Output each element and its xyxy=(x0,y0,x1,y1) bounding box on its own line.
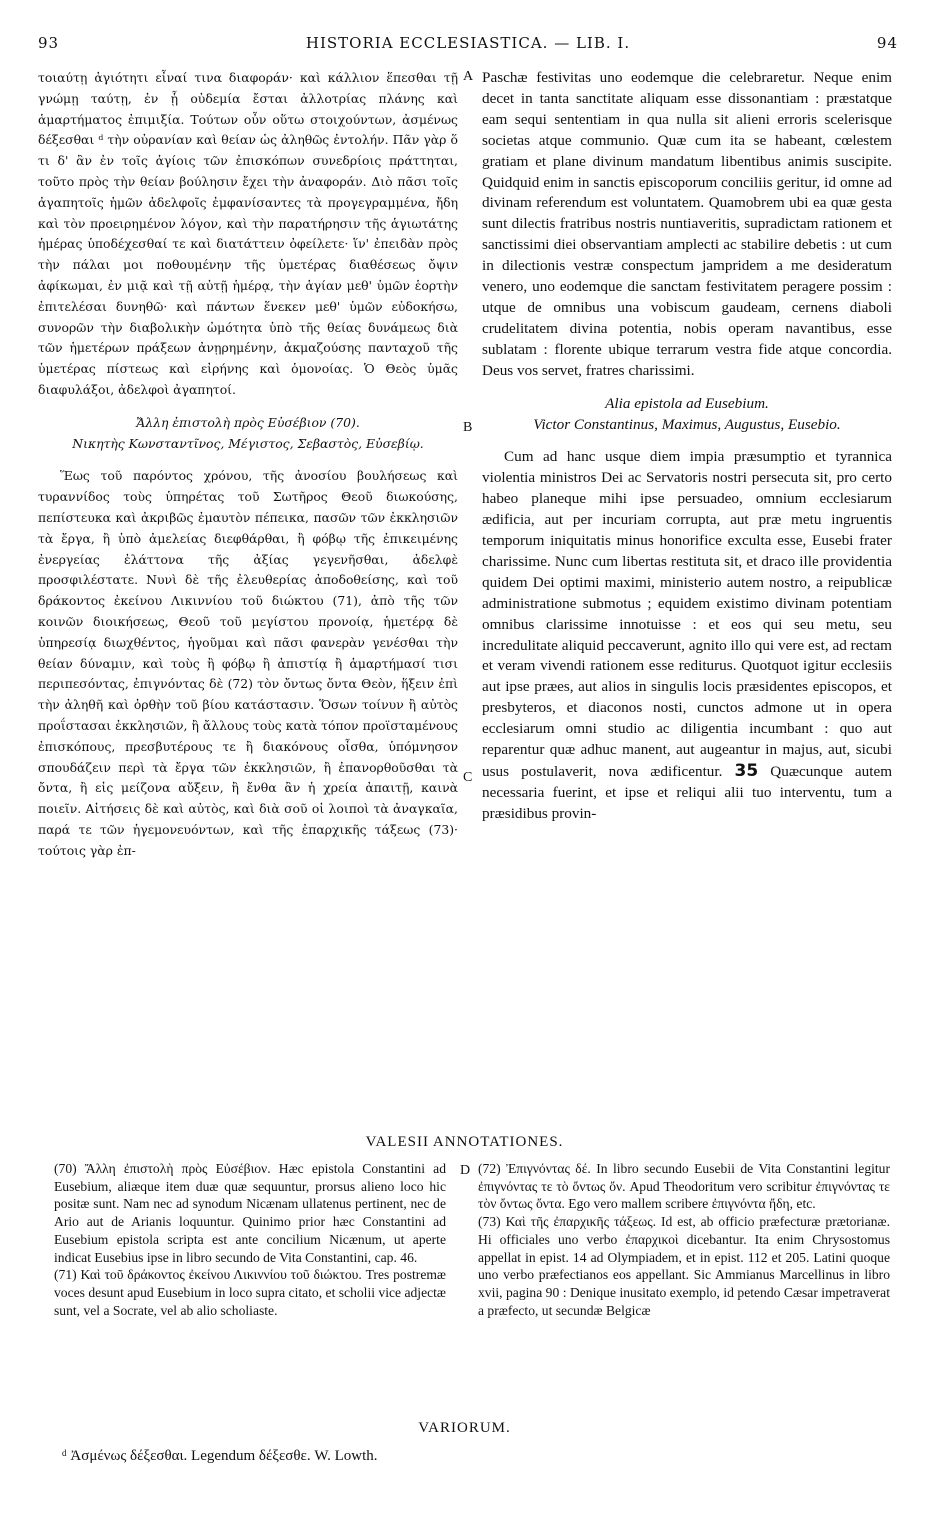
latin-heading-address: Victor Constantinus, Maximus, Augustus, Eusebio. xyxy=(533,415,841,433)
annotation-70: (70) Ἄλλη ἐπιστολὴ πρὸς Εὐσέβιον. Hæc epistola Constantini ad Eusebium, aliæque item duæ quæ sequuntur, prorsus alieno loco hic positæ sunt. Nam nec ad synodum Nicænam ullatenus pertinent, nec de Ario aut de Arianis loquuntur. Quinimo prior hæc Constantini ad Eusebium epistola scripta est ante concilium Nicænum, ut aperte indicat Eusebius ipse in libro secundo de Vita Constantini, cap. 46. xyxy=(54,1161,446,1265)
page-number-right: 94 xyxy=(876,34,898,52)
margin-letter-c: C xyxy=(463,770,473,785)
annotations-left-column xyxy=(54,1160,446,1319)
annotation-73: (73) Καὶ τῆς ἐπαρχικῆς τάξεως. Id est, ab officio præfecturæ prætorianæ. Hi officiales uno verbo ἐπαρχικοὶ dicebantur. Ita enim Chrysostomus appellat in epist. 14 ad Olympiadem, et in epist. 112 et 205. Latini quoque uno verbo præfectianos eos appellant. Sic Ammianus Marcellinus in libro xvii, pagina 90 : Denique inusitato exemplo, id petendo Cæsar impetraverat a præfecto, ut secundæ Belgicæ xyxy=(478,1214,890,1318)
variorum-note: ᵈ Ἀσμένως δέξεσθαι. Legendum δέξεσθε. W. Lowth. xyxy=(62,1448,378,1464)
greek-column xyxy=(38,68,458,861)
page-number-left: 93 xyxy=(38,34,60,52)
annotation-72: (72) Ἐπιγνόντας δέ. In libro secundo Eusebii de Vita Constantini legitur ἐπιγνόντας τε τὸ ὄντως ὄν. Apud Theodoritum vero scribitur ἐπιγνόντας τε τὸν ὄντως ὄντα. Ego vero mallem scribere ἐπιγνόντα ἤδη, etc. xyxy=(478,1161,890,1212)
column-page-marker: 35 xyxy=(734,761,759,781)
latin-paragraph-1: Paschæ festivitas uno eodemque die celebraretur. Neque enim decet in tanta sanctitate aliquam esse dissonantiam : præstatque eam sequi sententiam in qua nulla sit alieni erroris scelerisque societas atque communio. Quæ cum ita se habeant, cœlestem gratiam et plane divinum mandatum libentibus animis suscipite. Quidquid enim in sanctis episcoporum conciliis geritur, id omne ad divinam referendum est voluntatem. Quamobrem ubi ea quæ gesta sunt dilectis fratribus nostris nuntiaveritis, supradictam rationem et sanctissimi diei observantiam amplecti ac stabilire debetis : ut cum in dilectionis vestræ conspectum jampridem a me desideratum venero, uno eodemque die sanctam festivitatem peragere possim : utque de omnibus una vobiscum gaudeam, cernens diaboli crudelitatem divina potentia, nobis operam navantibus, esse sublatam : florente ubique terrarum vestra fide atque concordia. Deus vos servet, fratres charissimi. xyxy=(482,69,892,379)
margin-letter-a: A xyxy=(463,69,474,84)
annotation-71: (71) Καὶ τοῦ δράκοντος ἐκείνου Λικιννίου τοῦ διώκτου. Tres postremæ voces desunt apud Eusebium in loco supra citato, et scholii vice adjectæ sunt, vel a Socrate, vel ab alio scholiaste. xyxy=(54,1267,446,1318)
variorum-title: VARIORUM. xyxy=(418,1420,511,1436)
latin-heading-epistle: Alia epistola ad Eusebium. xyxy=(605,394,769,412)
margin-letter-b: B xyxy=(463,420,473,435)
margin-letter-d: D xyxy=(460,1163,471,1178)
greek-paragraph-2: Ἕως τοῦ παρόντος χρόνου, τῆς ἀνοσίου βουλήσεως καὶ τυραννίδος τοὺς ὑπηρέτας τοῦ Σωτῆρος Θεοῦ διωκούσης, πεπίστευκα καὶ ἀκριβῶς ἐμαυτὸν πέπεικα, πασῶν τῶν ἐκκλησιῶν τὰ ἔργα, ἢ ὑπὸ ἀμελείας διεφθάρθαι, ἢ φόβῳ τῆς ἐπικειμένης ἐνεργείας ἐλάττονα τῆς ἀξίας γεγενῆσθαι, ἀδελφὲ προσφιλέστατε. Νυνὶ δὲ τῆς ἐλευθερίας ἀποδοθείσης, καὶ τοῦ δράκοντος ἐκείνου Λικιννίου τοῦ διώκτου (71), ἀπὸ τῆς τῶν κοινῶν διοικήσεως, Θεοῦ τοῦ μεγίστου προνοίᾳ, ἡμετέρᾳ δὲ ὑπηρεσίᾳ διωχθέντος, ἡγοῦμαι καὶ πᾶσι φανερὰν γενέσθαι τὴν θείαν δύναμιν, καὶ τοὺς ἢ φόβῳ ἢ ἀπιστίᾳ ἢ ἁμαρτήμασί τισι περιπεσόντας, ἐπιγνόντας δὲ (72) τὸν ὄντως ὄντα Θεὸν, ἥξειν ἐπὶ τὴν ἀληθῆ καὶ ὀρθὴν τοῦ βίου κατάστασιν. Ὅσων τοίνυν ἢ αὐτὸς προΐστασαι ἐκκλησιῶν, ἢ ἄλλους τοὺς κατὰ τόπον προϊσταμένους ἐπισκόπους, πρεσβυτέρους τε ἢ διακόνους οἶσθα, ὑπόμνησον σπουδάζειν περὶ τὰ ἔργα τῶν ἐκκλησιῶν, ἢ ἐπανορθοῦσθαι τὰ ὄντα, ἢ εἰς μείζονα αὔξειν, ἢ ἔνθα ἂν ἡ χρεία ἀπαιτῇ, καινὰ ποιεῖν. Αἰτήσεις δὲ καὶ αὐτὸς, καὶ διὰ σοῦ οἱ λοιποὶ τὰ ἀναγκαῖα, παρά τε τῶν ἡγεμονευόντων, καὶ τῆς ἐπαρχικῆς τάξεως (73)· τούτοις γὰρ ἐπ- xyxy=(38,468,458,858)
latin-paragraph-2-text: Cum ad hanc usque diem impia præsumptio et tyrannica violentia ministros Dei ac Servatoris nostri persecuta sit, pro certo habeo planeque mihi ipse persuadeo, omnium ecclesiarum ædificia, aut per incuriam corrupta, aut præ metu ingruentis temporum iniquitatis minus honorifice exculta esse, Eusebi frater charissime. Nunc cum libertas restituta sit, et draco ille providentia quidem Dei optimi maximi, ministerio autem nostro, a reipublicæ administratione submotus ; equidem existimo divinam potentiam omnibus clarissime innotuisse : et eos qui seu metu, seu incredulitate aliquid peccaverunt, agnito illo qui vere est, ad rectam et veram vivendi rationem esse rediturus. Quotquot igitur ecclesiis aut ipse præes, aut alios in singulis locis præsidentes episcopos, et presbyteros, et diaconos nosti, cunctos admone ut in opera ecclesiarum omni studio ac diligentia incumbant : quo aut reparentur quæ adhuc manent, aut augeantur in majus, aut, sicubi usus postulaverit, nova ædificentur. xyxy=(482,448,892,780)
annotations-right-column xyxy=(478,1160,890,1319)
latin-column xyxy=(482,68,892,825)
greek-heading-address: Νικητὴς Κωνσταντῖνος, Μέγιστος, Σεβαστὸς, Εὐσεβίῳ. xyxy=(72,435,424,451)
greek-paragraph-1: τοιαύτῃ ἁγιότητι εἶναί τινα διαφοράν· καὶ κάλλιον ἕπεσθαι τῇ γνώμῃ ταύτῃ, ἐν ᾗ οὐδεμία ἔσται ἀλλοτρίας πλάνης καὶ ἁμαρτήματος ἐπιμιξία. Τούτων οὖν οὕτω στοιχούντων, ἀσμένως δέξεσθαι ᵈ τὴν οὐρανίαν καὶ θείαν ὡς ἀληθῶς ἐντολήν. Πᾶν γὰρ ὅ τι δ' ἂν ἐν τοῖς ἁγίοις τῶν ἐπισκόπων συνεδρίοις πράττηται, τοῦτο πρὸς τὴν θείαν βούλησιν ἔχει τὴν ἀναφοράν. Διὸ πᾶσι τοῖς ἀγαπητοῖς ἡμῶν ἀδελφοῖς ἐμφανίσαντες τὰ προγεγραμμένα, ἤδη καὶ τὸν προειρημένον λόγον, καὶ τὴν παρατήρησιν τῆς ἁγιωτάτης ἡμέρας ὑποδέχεσθαί τε καὶ διατάττειν ὀφείλετε· ἵν' ἐπειδὰν πρὸς τὴν πάλαι μοι ποθουμένην τῆς ὑμετέρας διαθέσεως ὄψιν ἀφίκωμαι, ἐν μιᾷ καὶ τῇ αὐτῇ ἡμέρᾳ, τὴν ἁγίαν μεθ' ὑμῶν ἑορτὴν ἐπιτελέσαι δυνηθῶ· καὶ πάντων ἕνεκεν μεθ' ὑμῶν εὐδοκήσω, συνορῶν τὴν διαβολικὴν ὠμότητα ὑπὸ τῆς θείας δυνάμεως διὰ τῶν ἡμετέρων πράξεων ἀνῃρημένην, ἀκμαζούσης πανταχοῦ τῆς ὑμετέρας πίστεως καὶ εἰρήνης καὶ ὁμονοίας. Ὁ Θεὸς ὑμᾶς διαφυλάξοι, ἀδελφοὶ ἀγαπητοί. xyxy=(38,70,458,397)
latin-paragraph-2 xyxy=(482,447,892,824)
running-title: HISTORIA ECCLESIASTICA. — LIB. I. xyxy=(305,34,631,52)
running-header xyxy=(38,34,898,56)
annotations-title: VALESII ANNOTATIONES. xyxy=(365,1134,564,1150)
greek-heading-epistle: Ἄλλη ἐπιστολὴ πρὸς Εὐσέβιον (70). xyxy=(136,414,360,430)
latin-paragraph-3-text: Quæcunque autem necessaria fuerint, et ipse et reliqui alii tuo interventu, tum a præsidibus provin- xyxy=(482,763,893,822)
